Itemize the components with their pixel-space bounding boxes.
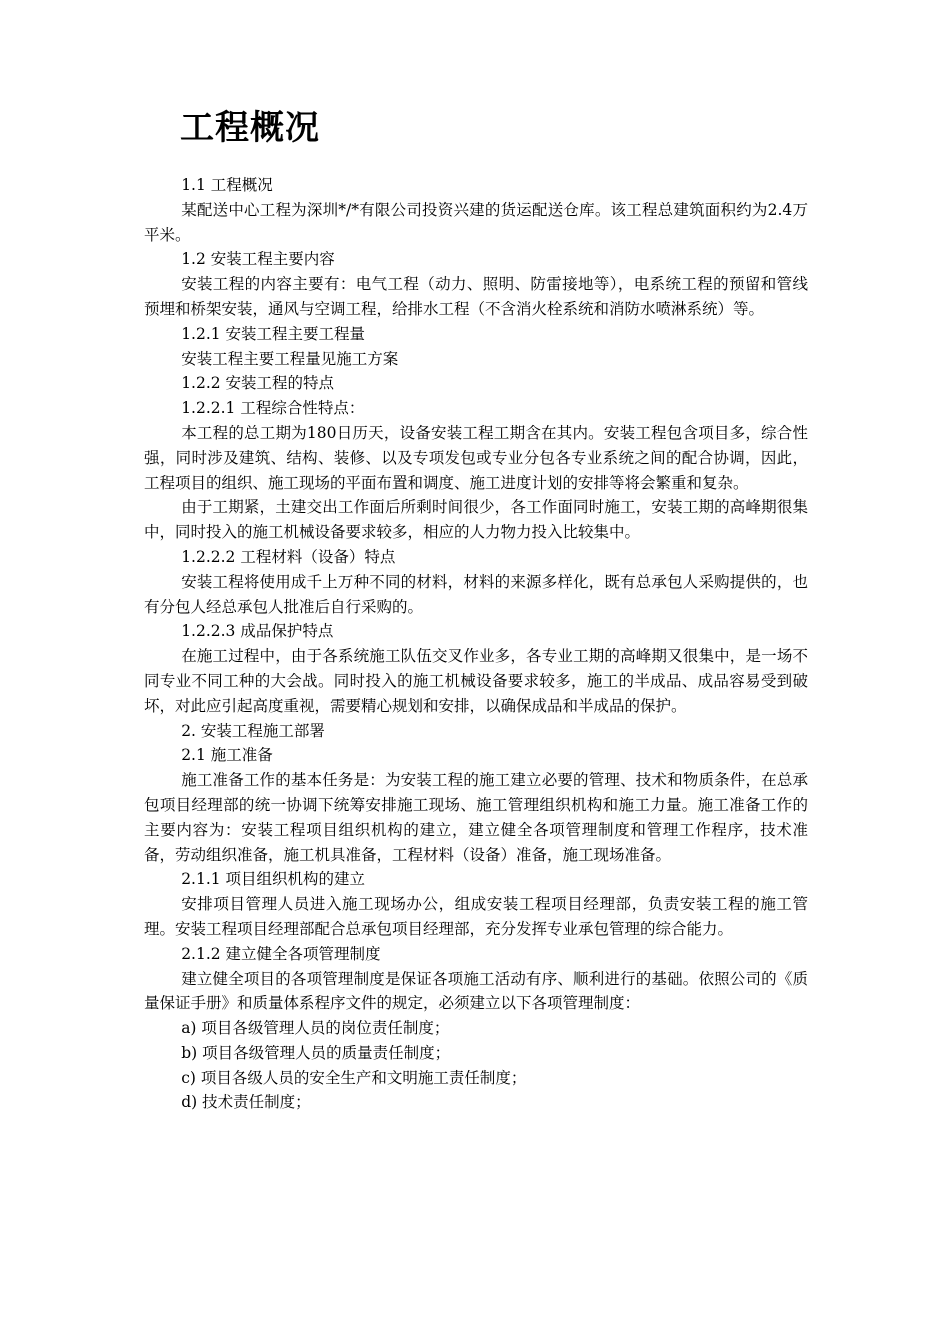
heading-1-2-1: 1.2.1 安装工程主要工程量 [181, 324, 366, 343]
paragraph: 安装工程将使用成千上万种不同的材料，材料的来源多样化，既有总承包人采购提供的，也有分包人经总承包人批准后自行采购的。 [144, 572, 808, 616]
document-title: 工程概况 [180, 108, 320, 148]
paragraph: 本工程的总工期为180日历天，设备安装工程工期含在其内。安装工程包含项目多，综合性强，同时涉及建筑、结构、装修、以及专项发包或专业分包各专业系统之间的配合协调，因此，工程项目的组织、施工现场的平面布置和调度、施工进度计划的安排等将会繁重和复杂。 [144, 423, 808, 492]
list-item-c: c) 项目各级人员的安全生产和文明施工责任制度； [181, 1068, 527, 1087]
paragraph: 由于工期紧，土建交出工作面后所剩时间很少，各工作面同时施工，安装工期的高峰期很集中，同时投入的施工机械设备要求较多，相应的人力物力投入比较集中。 [144, 498, 808, 542]
paragraph: 某配送中心工程为深圳*/*有限公司投资兴建的货运配送仓库。该工程总建筑面积约为2.4万平米。 [144, 200, 808, 244]
paragraph: 安装工程的内容主要有：电气工程（动力、照明、防雷接地等），电系统工程的预留和管线预埋和桥架安装，通风与空调工程，给排水工程（不含消火栓系统和消防水喷淋系统）等。 [144, 275, 808, 318]
heading-2: 2. 安装工程施工部署 [181, 721, 325, 740]
heading-1-1: 1.1 工程概况 [181, 176, 273, 194]
paragraph: 在施工过程中，由于各系统施工队伍交叉作业多，各专业工期的高峰期又很集中，是一场不同专业不同工种的大会战。同时投入的施工机械设备要求较多，施工的半成品、成品容易受到破坏，对此应引起高度重视，需要精心规划和安排，以确保成品和半成品的保护。 [144, 647, 808, 715]
paragraph: 施工准备工作的基本任务是：为安装工程的施工建立必要的管理、技术和物质条件，在总承包项目经理部的统一协调下统筹安排施工现场、施工管理组织机构和施工力量。施工准备工作的主要内容为：安装工程项目组织机构的建立，建立健全各项管理制度和管理工作程序，技术准备，劳动组织准备，施工机具准备，工程材料（设备）准备，施工现场准备。 [144, 771, 808, 864]
heading-1-2: 1.2 安装工程主要内容 [181, 250, 335, 269]
list-item-d: d) 技术责任制度； [181, 1093, 311, 1112]
list-item-b: b) 项目各级管理人员的质量责任制度； [181, 1043, 451, 1062]
heading-1-2-2-1: 1.2.2.1 工程综合性特点： [181, 399, 365, 418]
heading-2-1: 2.1 施工准备 [181, 746, 273, 765]
heading-1-2-2: 1.2.2 安装工程的特点 [181, 374, 335, 393]
heading-2-1-1: 2.1.1 项目组织机构的建立 [181, 870, 366, 889]
heading-1-2-2-2: 1.2.2.2 工程材料（设备）特点 [181, 547, 396, 566]
heading-2-1-2: 2.1.2 建立健全各项管理制度 [181, 944, 381, 963]
paragraph: 建立健全项目的各项管理制度是保证各项施工活动有序、顺利进行的基础。依照公司的《质量保证手册》和质量体系程序文件的规定，必须建立以下各项管理制度： [144, 969, 808, 1013]
list-item-a: a) 项目各级管理人员的岗位责任制度； [181, 1019, 450, 1038]
paragraph: 安装工程主要工程量见施工方案 [181, 349, 399, 368]
document-body [144, 173, 808, 1115]
heading-1-2-2-3: 1.2.2.3 成品保护特点 [181, 622, 334, 641]
paragraph: 安排项目管理人员进入施工现场办公，组成安装工程项目经理部，负责安装工程的施工管理。安装工程项目经理部配合总承包项目经理部，充分发挥专业承包管理的综合能力。 [144, 895, 808, 938]
